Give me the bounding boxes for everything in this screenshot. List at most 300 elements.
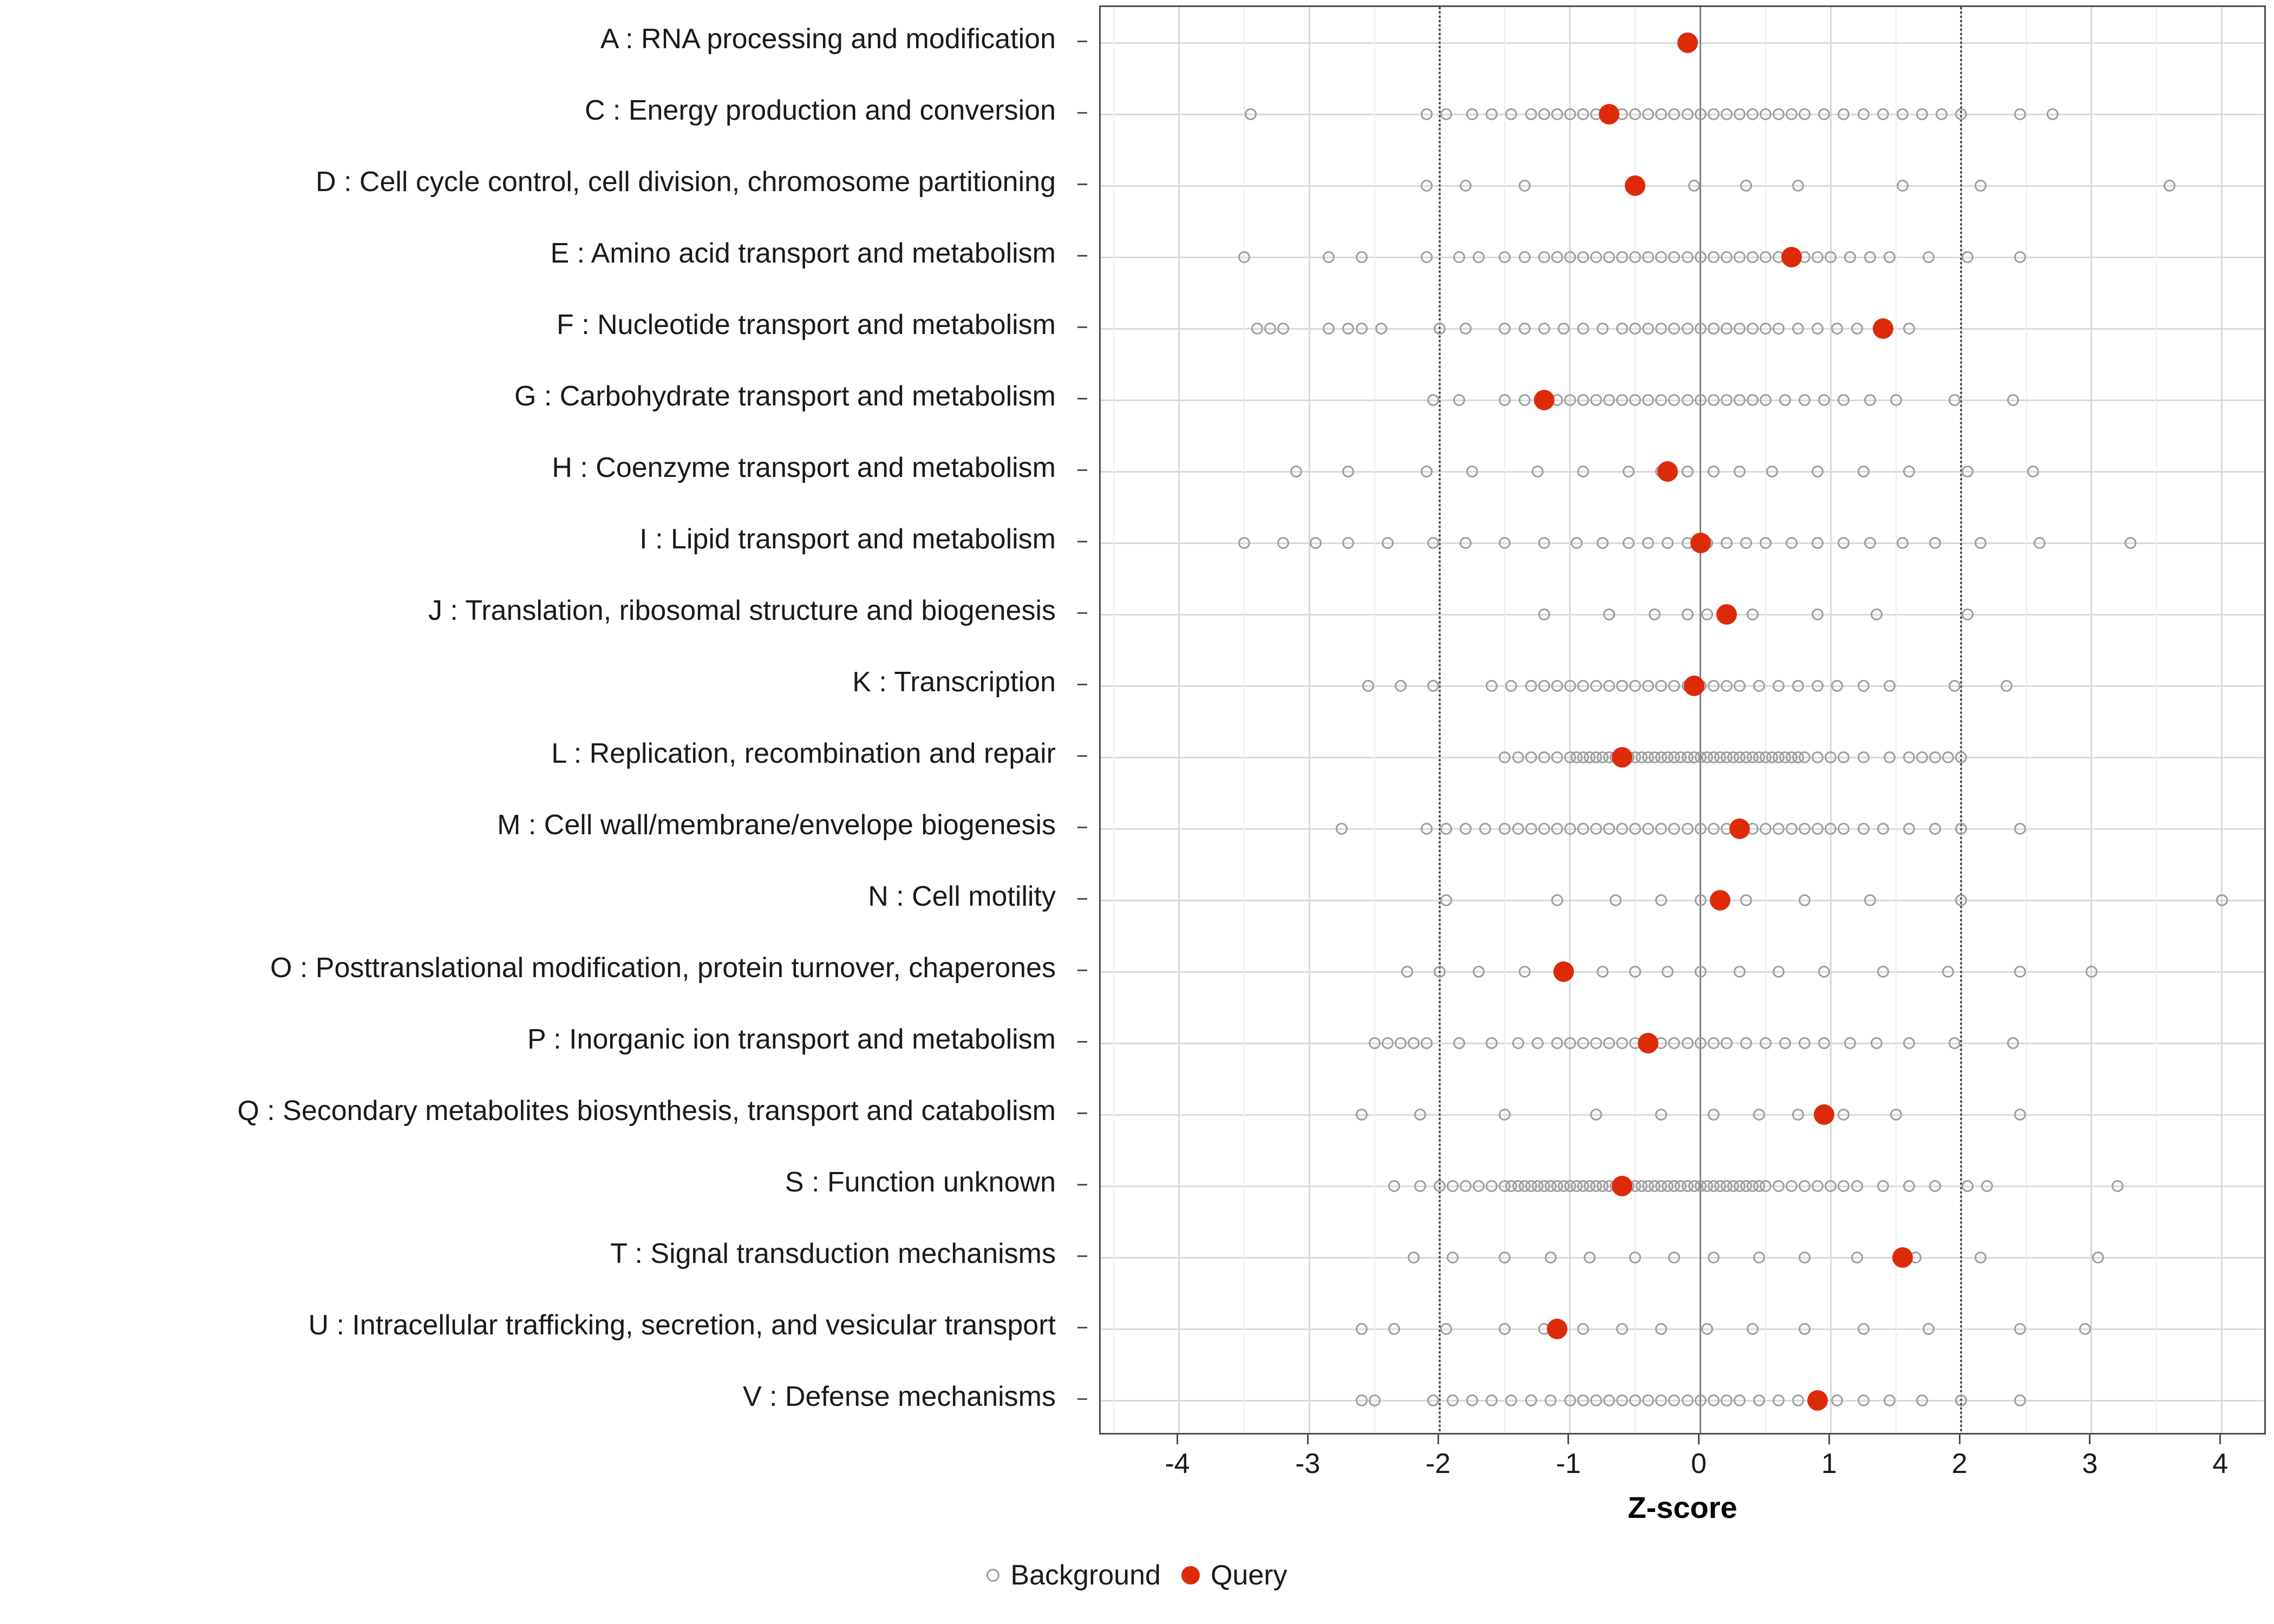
background-point — [1792, 1394, 1804, 1406]
background-point — [1721, 251, 1733, 263]
background-point — [1812, 608, 1824, 620]
background-point — [1564, 251, 1576, 263]
background-point — [1779, 1037, 1791, 1049]
background-point — [1577, 108, 1589, 120]
background-point — [1421, 108, 1433, 120]
background-point — [1871, 1037, 1883, 1049]
background-point — [2112, 1180, 2123, 1192]
background-point — [1473, 966, 1485, 978]
background-point — [1864, 394, 1876, 406]
background-point — [1356, 1323, 1368, 1335]
background-point — [1929, 1180, 1941, 1192]
background-point — [1551, 1037, 1563, 1049]
y-axis-tick — [1077, 112, 1087, 114]
background-point — [1753, 1109, 1765, 1121]
background-point — [1356, 251, 1368, 263]
query-point — [1729, 818, 1750, 839]
background-point — [1773, 966, 1785, 978]
x-axis-tick — [2089, 1435, 2090, 1444]
background-point — [1708, 394, 1720, 406]
background-point — [1525, 823, 1537, 835]
background-point — [2164, 180, 2175, 192]
background-point — [1779, 394, 1791, 406]
query-point — [1781, 247, 1802, 267]
background-point — [1734, 108, 1746, 120]
background-point — [1519, 966, 1531, 978]
background-point — [1577, 1037, 1589, 1049]
background-point — [1564, 1394, 1576, 1406]
y-axis-tick-label: E : Amino acid transport and metabolism — [550, 238, 1056, 269]
background-point — [1388, 1180, 1400, 1192]
background-point — [1662, 537, 1674, 549]
background-point — [1512, 751, 1524, 763]
background-point — [1668, 680, 1680, 692]
background-point — [2014, 1109, 2026, 1121]
background-point — [1519, 251, 1531, 263]
background-point — [1434, 1180, 1446, 1192]
background-point — [1734, 966, 1746, 978]
background-point — [1629, 251, 1641, 263]
background-point — [1382, 537, 1394, 549]
y-axis-tick — [1077, 541, 1087, 542]
background-point — [1466, 108, 1478, 120]
background-point — [1740, 180, 1752, 192]
filled-circle-icon — [1181, 1566, 1200, 1584]
y-axis-tick — [1077, 1112, 1087, 1114]
background-point — [1708, 823, 1720, 835]
query-point — [1547, 1319, 1567, 1339]
background-point — [1708, 108, 1720, 120]
background-point — [1277, 537, 1289, 549]
x-axis-tick-label: -3 — [1295, 1448, 1321, 1479]
x-axis-tick-label: -4 — [1165, 1448, 1190, 1479]
background-point — [1655, 251, 1667, 263]
background-point — [1655, 823, 1667, 835]
y-axis-tick — [1077, 398, 1087, 400]
background-point — [1825, 751, 1837, 763]
background-point — [1773, 323, 1785, 335]
background-point — [1747, 108, 1759, 120]
background-point — [1740, 537, 1752, 549]
background-point — [1923, 251, 1935, 263]
x-axis-tick-label: 0 — [1691, 1448, 1707, 1479]
background-point — [2014, 966, 2026, 978]
chart-legend — [0, 1559, 2274, 1592]
background-point — [1682, 251, 1694, 263]
y-axis-tick-label: P : Inorganic ion transport and metabolism — [527, 1024, 1056, 1055]
query-point — [1625, 175, 1645, 196]
background-point — [1642, 823, 1654, 835]
background-point — [1336, 823, 1348, 835]
background-point — [1414, 1109, 1426, 1121]
background-point — [1838, 1180, 1850, 1192]
background-point — [1721, 394, 1733, 406]
background-point — [1792, 180, 1804, 192]
background-point — [1949, 680, 1961, 692]
background-point — [1838, 394, 1850, 406]
background-point — [1577, 680, 1589, 692]
background-point — [1929, 537, 1941, 549]
background-point — [1955, 751, 1967, 763]
background-point — [1395, 1037, 1407, 1049]
background-point — [1773, 108, 1785, 120]
background-point — [1538, 537, 1550, 549]
background-point — [1668, 251, 1680, 263]
horizontal-gridline — [1101, 1114, 2264, 1116]
background-point — [1642, 323, 1654, 335]
background-point — [1616, 823, 1628, 835]
background-point — [1238, 251, 1250, 263]
background-point — [1642, 680, 1654, 692]
background-point — [1290, 466, 1302, 477]
background-point — [1499, 251, 1511, 263]
background-point — [1786, 1180, 1798, 1192]
background-point — [1831, 323, 1843, 335]
y-axis-tick-label: K : Transcription — [852, 666, 1056, 698]
background-point — [1590, 1037, 1602, 1049]
background-point — [1812, 823, 1824, 835]
background-point — [1499, 394, 1511, 406]
horizontal-gridline — [1101, 185, 2264, 187]
background-point — [1603, 608, 1615, 620]
x-axis-tick — [1307, 1435, 1309, 1444]
background-point — [1388, 1323, 1400, 1335]
open-circle-icon — [986, 1569, 999, 1582]
background-point — [1499, 537, 1511, 549]
background-point — [1668, 1037, 1680, 1049]
background-point — [1903, 1180, 1915, 1192]
background-point — [1831, 1394, 1843, 1406]
background-point — [1629, 823, 1641, 835]
background-point — [1812, 537, 1824, 549]
background-point — [1538, 680, 1550, 692]
query-point — [1807, 1390, 1828, 1411]
y-axis-tick — [1077, 326, 1087, 328]
y-axis-tick — [1077, 970, 1087, 971]
x-axis-title: Z-score — [1628, 1490, 1737, 1524]
background-point — [1766, 466, 1778, 477]
background-point — [1642, 537, 1654, 549]
background-point — [1512, 823, 1524, 835]
vertical-gridline — [1178, 7, 1180, 1433]
background-point — [1962, 251, 1974, 263]
background-point — [1825, 1180, 1837, 1192]
background-point — [1356, 323, 1368, 335]
background-point — [1708, 1394, 1720, 1406]
y-axis-tick-label: C : Energy production and conversion — [584, 95, 1056, 126]
background-point — [1460, 180, 1472, 192]
x-axis-tick-label: 3 — [2082, 1448, 2098, 1479]
background-point — [1532, 466, 1544, 477]
background-point — [1884, 680, 1896, 692]
background-point — [1616, 251, 1628, 263]
background-point — [1440, 894, 1452, 906]
background-point — [1844, 1037, 1856, 1049]
background-point — [1473, 1180, 1485, 1192]
background-point — [1460, 823, 1472, 835]
background-point — [1864, 537, 1876, 549]
x-axis-tick — [1698, 1435, 1700, 1444]
vertical-gridline — [1309, 7, 1310, 1433]
background-point — [1486, 680, 1498, 692]
background-point — [1427, 537, 1439, 549]
background-point — [1629, 1252, 1641, 1263]
threshold-reference-line — [1439, 7, 1441, 1433]
background-point — [1871, 608, 1883, 620]
vertical-gridline-minor — [1113, 7, 1114, 1433]
zero-reference-line — [1700, 7, 1701, 1433]
background-point — [1649, 608, 1661, 620]
background-point — [1505, 108, 1517, 120]
background-point — [1786, 823, 1798, 835]
background-point — [1590, 680, 1602, 692]
background-point — [2007, 394, 2019, 406]
background-point — [1877, 966, 1889, 978]
background-point — [1558, 323, 1570, 335]
background-point — [2034, 537, 2046, 549]
background-point — [1603, 251, 1615, 263]
query-point — [1690, 533, 1711, 553]
background-point — [1590, 823, 1602, 835]
background-point — [1623, 537, 1635, 549]
query-point — [1892, 1247, 1913, 1268]
background-point — [1603, 823, 1615, 835]
background-point — [1597, 323, 1609, 335]
background-point — [1655, 1394, 1667, 1406]
background-point — [1721, 323, 1733, 335]
background-point — [1571, 537, 1583, 549]
background-point — [1838, 751, 1850, 763]
background-point — [1773, 1394, 1785, 1406]
legend-item-background — [986, 1559, 1161, 1592]
background-point — [1499, 751, 1511, 763]
background-point — [1460, 537, 1472, 549]
background-point — [1844, 251, 1856, 263]
background-point — [1564, 680, 1576, 692]
background-point — [1616, 680, 1628, 692]
background-point — [1440, 108, 1452, 120]
background-point — [1799, 823, 1811, 835]
background-point — [1695, 966, 1707, 978]
background-point — [1734, 251, 1746, 263]
background-point — [1812, 323, 1824, 335]
background-point — [1421, 251, 1433, 263]
background-point — [2014, 251, 2026, 263]
background-point — [1734, 466, 1746, 477]
legend-label-background: Background — [1010, 1560, 1161, 1591]
y-axis-tick-label: T : Signal transduction mechanisms — [610, 1238, 1056, 1269]
background-point — [1708, 1037, 1720, 1049]
background-point — [1760, 823, 1772, 835]
background-point — [1395, 680, 1407, 692]
background-point — [1486, 1180, 1498, 1192]
background-point — [1447, 1180, 1459, 1192]
background-point — [1701, 1323, 1713, 1335]
background-point — [1629, 1394, 1641, 1406]
background-point — [1655, 680, 1667, 692]
background-point — [1734, 394, 1746, 406]
query-point — [1638, 1033, 1658, 1053]
x-axis-tick-label: -2 — [1425, 1448, 1451, 1479]
query-point — [1553, 961, 1574, 982]
background-point — [1721, 108, 1733, 120]
background-point — [1479, 823, 1491, 835]
background-point — [1519, 180, 1531, 192]
background-point — [1473, 251, 1485, 263]
x-axis-tick-label: -1 — [1556, 1448, 1581, 1479]
background-point — [1525, 1394, 1537, 1406]
background-point — [1838, 1109, 1850, 1121]
background-point — [1864, 251, 1876, 263]
background-point — [1434, 966, 1446, 978]
background-point — [1721, 537, 1733, 549]
background-point — [1538, 823, 1550, 835]
background-point — [2125, 537, 2136, 549]
background-point — [1897, 537, 1909, 549]
background-point — [1245, 108, 1257, 120]
background-point — [1277, 323, 1289, 335]
background-point — [1616, 1323, 1628, 1335]
background-point — [1486, 1037, 1498, 1049]
background-point — [1903, 823, 1915, 835]
background-point — [1564, 1037, 1576, 1049]
query-point — [1612, 1176, 1632, 1196]
background-point — [1949, 1037, 1961, 1049]
query-point — [1684, 676, 1704, 696]
background-point — [1682, 394, 1694, 406]
background-point — [1773, 1180, 1785, 1192]
vertical-gridline-minor — [2026, 7, 2027, 1433]
background-point — [1760, 251, 1772, 263]
background-point — [1629, 394, 1641, 406]
legend-label-query: Query — [1210, 1560, 1288, 1591]
background-point — [1923, 1323, 1935, 1335]
background-point — [1799, 108, 1811, 120]
query-point — [1710, 890, 1730, 911]
x-axis-tick — [2219, 1435, 2221, 1444]
background-point — [2014, 1394, 2026, 1406]
background-point — [1773, 823, 1785, 835]
y-axis-tick — [1077, 684, 1087, 685]
background-point — [1695, 108, 1707, 120]
background-point — [1747, 251, 1759, 263]
background-point — [1747, 608, 1759, 620]
background-point — [1975, 537, 1987, 549]
background-point — [1825, 823, 1837, 835]
y-axis-tick-label: D : Cell cycle control, cell division, chromosome partitioning — [316, 166, 1056, 198]
background-point — [1858, 466, 1870, 477]
background-point — [1858, 751, 1870, 763]
background-point — [1597, 966, 1609, 978]
background-point — [2001, 680, 2012, 692]
background-point — [1877, 823, 1889, 835]
y-axis-tick — [1077, 612, 1087, 614]
background-point — [1708, 323, 1720, 335]
background-point — [1786, 108, 1798, 120]
background-point — [1682, 108, 1694, 120]
background-point — [1427, 394, 1439, 406]
vertical-gridline-minor — [1765, 7, 1766, 1433]
background-point — [1962, 608, 1974, 620]
background-point — [1623, 466, 1635, 477]
background-point — [1642, 251, 1654, 263]
query-point — [1612, 747, 1632, 768]
background-point — [1734, 1394, 1746, 1406]
background-point — [1551, 680, 1563, 692]
background-point — [1668, 1252, 1680, 1263]
background-point — [1955, 108, 1967, 120]
background-point — [1695, 1037, 1707, 1049]
background-point — [2047, 108, 2059, 120]
background-point — [1799, 1252, 1811, 1263]
background-point — [1831, 680, 1843, 692]
background-point — [1342, 466, 1354, 477]
background-point — [1590, 1394, 1602, 1406]
y-axis-tick — [1077, 1041, 1087, 1043]
background-point — [1382, 1037, 1394, 1049]
background-point — [1408, 1252, 1420, 1263]
background-point — [1760, 537, 1772, 549]
background-point — [1858, 680, 1870, 692]
background-point — [1466, 1394, 1478, 1406]
background-point — [1310, 537, 1322, 549]
y-axis-tick-label: A : RNA processing and modification — [600, 23, 1056, 55]
background-point — [1760, 1180, 1772, 1192]
background-point — [1753, 1394, 1765, 1406]
background-point — [1584, 1252, 1596, 1263]
background-point — [1447, 1394, 1459, 1406]
background-point — [1655, 1323, 1667, 1335]
background-point — [1525, 108, 1537, 120]
background-point — [1401, 966, 1413, 978]
background-point — [1519, 394, 1531, 406]
background-point — [1375, 323, 1387, 335]
vertical-gridline-minor — [1374, 7, 1375, 1433]
background-point — [1616, 394, 1628, 406]
query-point — [1534, 390, 1554, 410]
background-point — [1721, 1037, 1733, 1049]
vertical-gridline — [2090, 7, 2092, 1433]
background-point — [1356, 1109, 1368, 1121]
background-point — [1668, 823, 1680, 835]
background-point — [1323, 323, 1335, 335]
background-point — [1858, 823, 1870, 835]
background-point — [1545, 1252, 1557, 1263]
background-point — [1538, 251, 1550, 263]
background-point — [1538, 323, 1550, 335]
background-point — [1812, 1180, 1824, 1192]
background-point — [1577, 823, 1589, 835]
background-point — [1708, 251, 1720, 263]
background-point — [1747, 323, 1759, 335]
background-point — [1903, 751, 1915, 763]
y-axis-tick-label: G : Carbohydrate transport and metabolism — [514, 381, 1056, 412]
y-axis-tick-label: M : Cell wall/membrane/envelope biogenesis — [497, 809, 1056, 841]
background-point — [1629, 680, 1641, 692]
y-axis-tick — [1077, 1398, 1087, 1400]
background-point — [1740, 1037, 1752, 1049]
background-point — [1668, 323, 1680, 335]
background-point — [1421, 1037, 1433, 1049]
background-point — [1603, 680, 1615, 692]
query-point — [1599, 104, 1619, 125]
background-point — [1655, 894, 1667, 906]
background-point — [1903, 323, 1915, 335]
background-point — [1897, 108, 1909, 120]
background-point — [1825, 251, 1837, 263]
background-point — [1962, 466, 1974, 477]
background-point — [1577, 466, 1589, 477]
